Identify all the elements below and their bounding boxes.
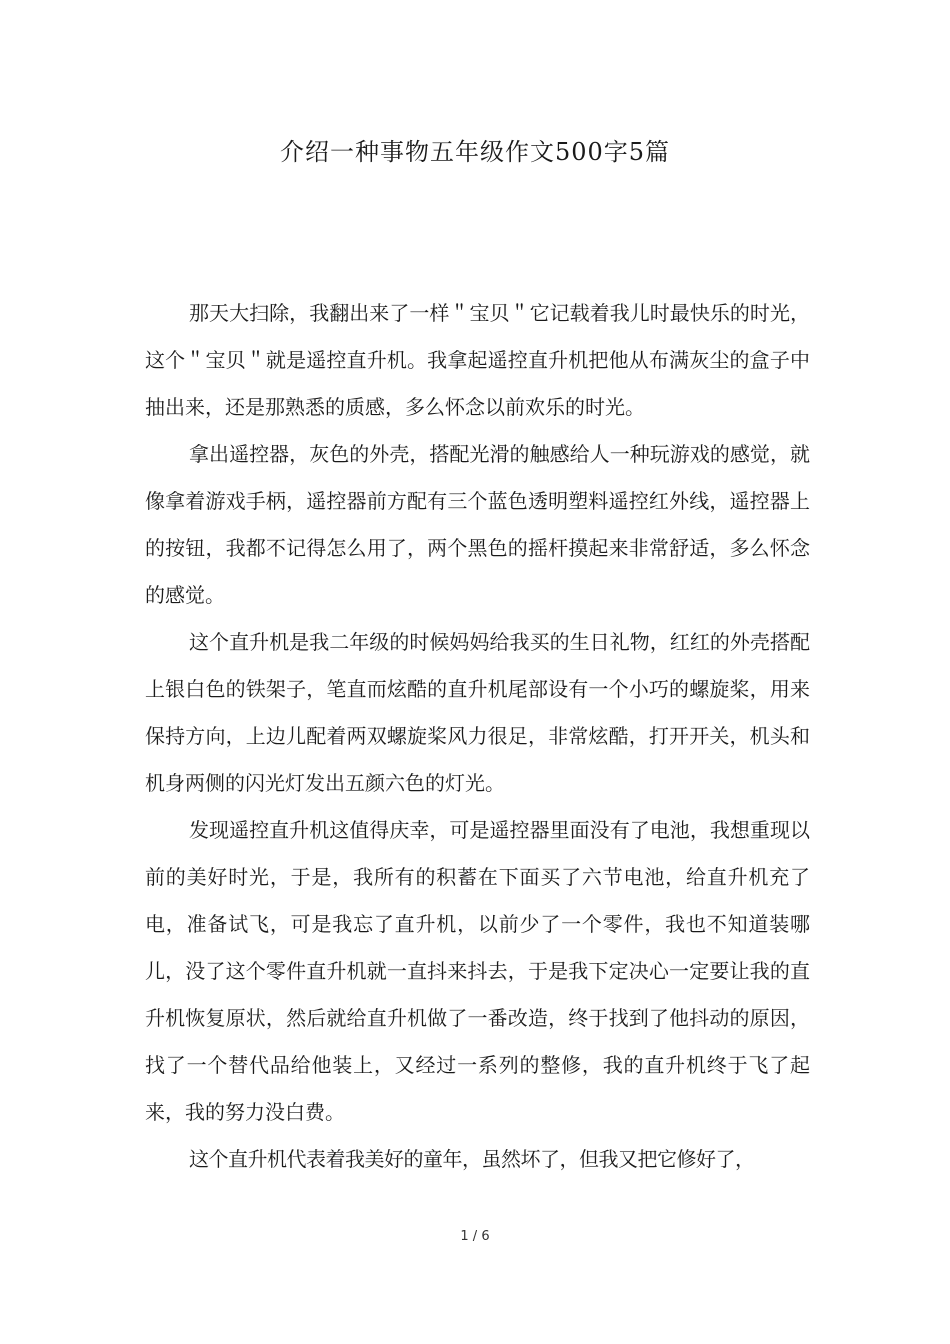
paragraph-2: 拿出遥控器，灰色的外壳，搭配光滑的触感给人一种玩游戏的感觉，就像拿着游戏手柄，遥控器前方配有三个蓝色透明塑料遥控红外线，遥控器上的按钮，我都不记得怎么用了，两个黑色的摇杆摸起来非常舒适，多么怀念的感觉。 [145,442,810,607]
page-number: 1 / 6 [460,1229,490,1244]
paragraph-5: 这个直升机代表着我美好的童年，虽然坏了，但我又把它修好了， [189,1147,755,1171]
document-body [145,290,810,1183]
paragraph-1: 那天大扫除，我翻出来了一样＂宝贝＂它记载着我儿时最快乐的时光，这个＂宝贝＂就是遥控直升机。我拿起遥控直升机把他从布满灰尘的盒子中抽出来，还是那熟悉的质感，多么怀念以前欢乐的时光。 [145,301,810,419]
paragraph-3: 这个直升机是我二年级的时候妈妈给我买的生日礼物，红红的外壳搭配上银白色的铁架子，笔直而炫酷的直升机尾部设有一个小巧的螺旋桨，用来保持方向，上边儿配着两双螺旋桨风力很足，非常炫酷，打开开关，机头和机身两侧的闪光灯发出五颜六色的灯光。 [145,630,810,795]
document-title: 介绍一种事物五年级作文500字5篇 [279,138,671,166]
paragraph-4: 发现遥控直升机这值得庆幸，可是遥控器里面没有了电池，我想重现以前的美好时光，于是，我所有的积蓄在下面买了六节电池，给直升机充了电，准备试飞，可是我忘了直升机，以前少了一个零件，我也不知道装哪儿，没了这个零件直升机就一直抖来抖去，于是我下定决心一定要让我的直升机恢复原状，然后就给直升机做了一番改造，终于找到了他抖动的原因，找了一个替代品给他装上，又经过一系列的整修，我的直升机终于飞了起来，我的努力没白费。 [145,818,810,1124]
